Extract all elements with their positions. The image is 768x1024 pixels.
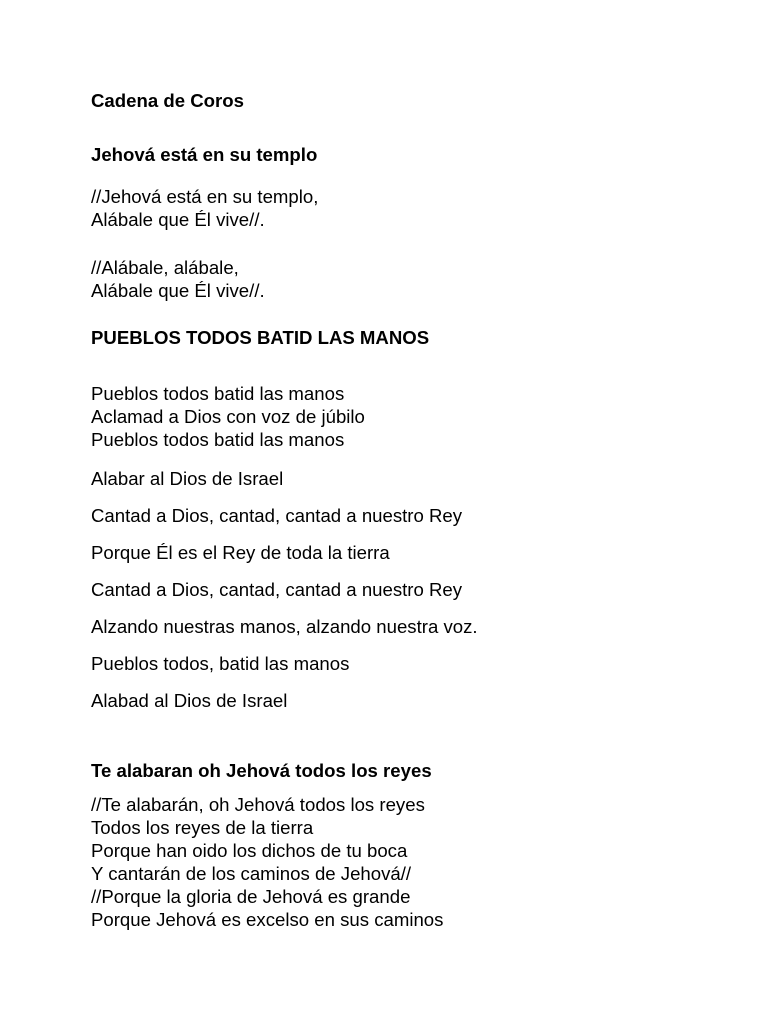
lyric-line: //Porque la gloria de Jehová es grande [91,886,411,907]
lyric-line: Alzando nuestras manos, alzando nuestra voz. [91,616,478,637]
lyric-line: Alábale que Él vive//. [91,280,265,301]
lyric-line: Aclamad a Dios con voz de júbilo [91,406,365,427]
document-title: Cadena de Coros [91,90,244,111]
song-heading-2: PUEBLOS TODOS BATID LAS MANOS [91,327,430,348]
lyric-line: Porque Él es el Rey de toda la tierra [91,542,390,563]
lyric-line: Alabar al Dios de Israel [91,468,284,489]
lyric-line: //Jehová está en su templo, [91,186,319,207]
lyric-line: Y cantarán de los caminos de Jehová// [91,863,412,884]
song-heading-3: Te alabaran oh Jehová todos los reyes [91,760,432,781]
lyric-line: Todos los reyes de la tierra [91,817,314,838]
lyric-line: Porque han oido los dichos de tu boca [91,840,408,861]
lyric-line: Pueblos todos, batid las manos [91,653,350,674]
lyric-line: Cantad a Dios, cantad, cantad a nuestro Rey [91,505,463,526]
song-heading-1: Jehová está en su templo [91,144,318,165]
lyric-line: Pueblos todos batid las manos [91,383,345,404]
lyric-line: Porque Jehová es excelso en sus caminos [91,909,444,930]
lyric-line: Alabad al Dios de Israel [91,690,288,711]
lyric-line: //Te alabarán, oh Jehová todos los reyes [91,794,425,815]
lyric-line: Alábale que Él vive//. [91,209,265,230]
lyric-line: //Alábale, alábale, [91,257,239,278]
lyric-line: Cantad a Dios, cantad, cantad a nuestro Rey [91,579,463,600]
lyric-line: Pueblos todos batid las manos [91,429,345,450]
